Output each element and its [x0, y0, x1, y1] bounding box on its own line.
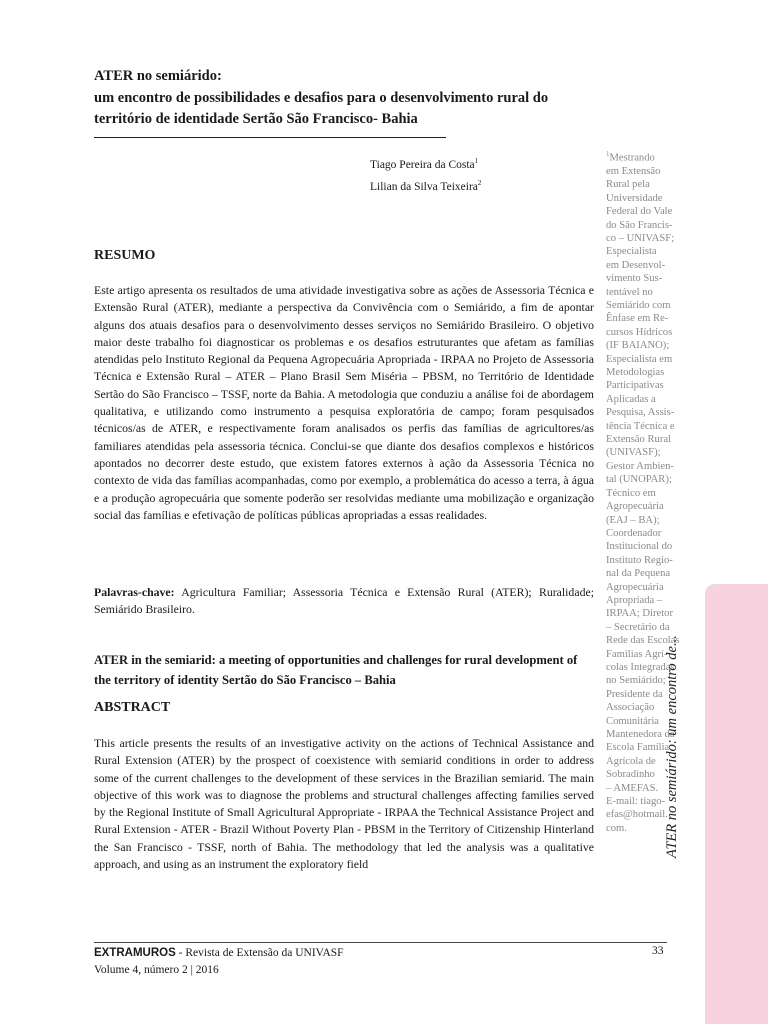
title-line-2: um encontro de possibilidades e desafios para o desenvolvimento rural do [94, 89, 549, 106]
keywords-text: Agricultura Familiar; Assessoria Técnica e Extensão Rural (ATER); Ruralidade; Semiárido Brasileiro. [94, 585, 594, 617]
title-line-1: ATER no semiárido: [94, 68, 222, 84]
author-name: Tiago Pereira da Costa [370, 158, 475, 171]
author-list [370, 152, 481, 196]
footer-volume: Volume 4, número 2 | 2016 [94, 964, 219, 976]
abstract-heading: ABSTRACT [94, 700, 171, 715]
author-footnote-mark: 1 [474, 157, 479, 165]
footer-citation [94, 945, 344, 979]
keywords [94, 584, 594, 619]
author-sidenote [606, 148, 698, 835]
author-name: Lilian da Silva Teixeira [370, 180, 478, 193]
journal-subtitle: - Revista de Extensão da UNIVASF [175, 947, 344, 959]
abstract-text: This article presents the results of an investigative activity on the actions of Technical Assistance and Rural Extension (ATER) by the prospect of coexistence with semiarid conditions in order to address some of the current challenges to the development of these services in the Brazilian semiarid. The main objective of this work was to diagnose the problems and structural challenges affecting families served by the Regional Institute of Small Agricultural Appropriate - IRPAA the Technical Assistance Project and Rural Extension - ATER - Brazil Without Poverty Plan - PBSM in the Territory of Citizenship Hinterland the San Francisco - TSSF, north of Bahia. The methodology that led the analysis was a qualitative approach, and using as an instrument the exploratory field [94, 736, 594, 872]
resumo-heading: RESUMO [94, 248, 156, 263]
author-1 [370, 152, 481, 174]
journal-name: EXTRAMUROS [94, 947, 176, 959]
keywords-separator: : [170, 585, 175, 599]
sidenote-mark: 1 [606, 150, 610, 158]
title-underline [94, 137, 446, 138]
side-tab [705, 584, 768, 1024]
title-line-3: território de identidade Sertão São Francisco- Bahia [94, 111, 418, 127]
footer-journal-line [94, 945, 344, 962]
resumo-text: Este artigo apresenta os resultados de uma atividade investigativa sobre as ações de Assessoria Técnica e Extensão Rural (ATER), mediante a perspectiva da Convivência com o Semiárido, a fim de apontar alguns dos atuais desafios para o desenvolvimento desses serviços no Semiárido Brasileiro. O objetivo maior deste trabalho foi diagnosticar os problemas e os desafios estruturantes que afetam as famílias atendidas pelo Instituto Regional da Pequena Agropecuária Apropriada - IRPAA no Projeto de Assessoria Técnica e Extensão Rural – ATER – Plano Brasil Sem Miséria – PBSM, no Território de Identidade Sertão do São Francisco – TSSF, norte da Bahia. A metodologia que conduziu a análise foi de abordagem qualitativa, e utilizando como instrumento a pesquisa exploratória de campo; foram pesquisados técnicos/as de ATER, e respectivamente foram analisados os perfis das famílias de agricultores/as familiares atendidas pela assessoria técnica. Conclui-se que diante dos desafios complexos e históricos apontados no decorrer deste estudo, que existem fatores externos à ação da Assessoria Técnica no contexto de vida das famílias acompanhadas, como por exemplo, a problemática do acesso a terra, à água e a produção agropecuária que somente poderão ser resolvidas mediante uma mobilização e organização social das famílias e efetivação de políticas públicas apropriadas a essas realidades. [94, 283, 594, 522]
author-footnote-mark: 2 [477, 178, 482, 187]
english-title: ATER in the semiarid: a meeting of opportunities and challenges for rural development of the territory of identity Sertão do São Francisco – Bahia [94, 653, 578, 687]
author-2 [370, 174, 481, 196]
page-number: 33 [652, 945, 664, 957]
article-title [94, 66, 614, 131]
keywords-label: Palavras-chave [94, 585, 171, 599]
side-tab-title: ATER no semiárido: um encontro de... [664, 635, 680, 858]
footer-divider [94, 942, 667, 943]
sidenote-text: Mestrando em Extensão Rural pela Universidade Federal do Vale do São Francis- co – UNIVASF; Especialista em Desenvol- vimento Sus- tentável no Semiárido com Ênfase em Re- cursos Hídricos (IF BAIANO); Especialista em Metodologias Participativas Aplicadas a Pesquisa, Assis- tência Técnica e Extensão Rural (UNIVASF); Gestor Ambien- tal (UNOPAR); Técnico em Agropecuária (EAJ – BA); Coordenador Institucional do Instituto Regio- nal da Pequena Agropecuária Apropriada – IRPAA; Diretor – Secretário da Rede das Escolas Famílias Agrí- colas Integradas no Semiárido; Presidente da Associação Comunitária Mantenedora da Escola Família Agrícola de Sobradinho – AMEFAS. E-mail: tiago- efas@hotmail. com. [606, 152, 680, 834]
